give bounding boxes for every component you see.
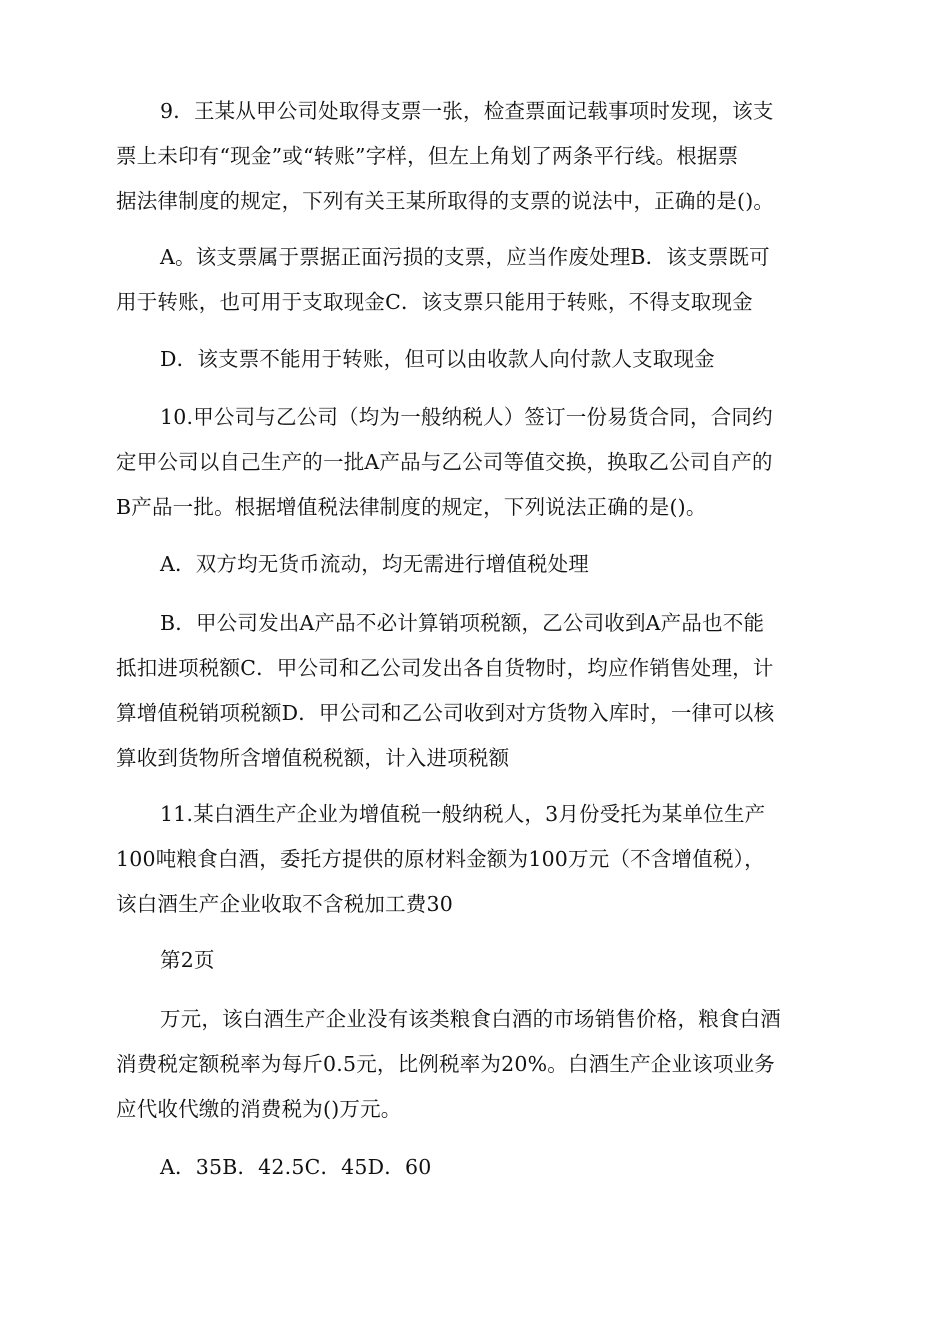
text-line: 该白酒生产企业收取不含税加工费30	[116, 892, 453, 916]
text-line: 票上未印有“现金”或“转账”字样，但左上角划了两条平行线。根据票	[116, 144, 739, 168]
text-line: B．甲公司发出A产品不必计算销项税额，乙公司收到A产品也不能	[160, 611, 765, 635]
text-line: 定甲公司以自己生产的一批A产品与乙公司等值交换，换取乙公司自产的	[116, 450, 773, 474]
text-line: 第2页	[160, 948, 215, 972]
text-line: 10.甲公司与乙公司（均为一般纳税人）签订一份易货合同，合同约	[160, 405, 773, 429]
text-line: D．该支票不能用于转账，但可以由收款人向付款人支取现金	[160, 347, 715, 371]
page-number	[116, 938, 836, 983]
question-10-options-bcd	[116, 601, 836, 781]
question-11-continued	[116, 997, 836, 1132]
question-10-stem	[116, 395, 836, 530]
question-9-options-ab	[116, 235, 836, 325]
text-line: 算收到货物所含增值税税额，计入进项税额	[116, 746, 510, 770]
question-11-options	[116, 1145, 836, 1190]
question-9-stem	[116, 89, 836, 224]
text-line: A。该支票属于票据正面污损的支票，应当作废处理B．该支票既可	[160, 245, 770, 269]
text-line: A．35B．42.5C．45D．60	[160, 1155, 432, 1179]
text-line: 应代收代缴的消费税为()万元。	[116, 1097, 402, 1121]
text-line: 9．王某从甲公司处取得支票一张，检查票面记载事项时发现，该支	[160, 99, 774, 123]
text-line: 据法律制度的规定，下列有关王某所取得的支票的说法中，正确的是()。	[116, 189, 775, 213]
text-line: 抵扣进项税额C．甲公司和乙公司发出各自货物时，均应作销售处理，计	[116, 656, 774, 680]
text-line: B产品一批。根据增值税法律制度的规定，下列说法正确的是()。	[116, 495, 707, 519]
text-line: 消费税定额税率为每斤0.5元，比例税率为20%。白酒生产企业该项业务	[116, 1052, 775, 1076]
text-line: 100吨粮食白酒，委托方提供的原材料金额为100万元（不含增值税），	[116, 847, 765, 871]
text-line: 用于转账，也可用于支取现金C．该支票只能用于转账，不得支取现金	[116, 290, 753, 314]
question-11-stem	[116, 792, 836, 927]
question-9-option-d	[116, 337, 836, 382]
text-line: A．双方均无货币流动，均无需进行增值税处理	[160, 552, 590, 576]
text-line: 11.某白酒生产企业为增值税一般纳税人，3月份受托为某单位生产	[160, 802, 766, 826]
text-line: 万元，该白酒生产企业没有该类粮食白酒的市场销售价格，粮食白酒	[160, 1007, 781, 1031]
text-line: 算增值税销项税额D．甲公司和乙公司收到对方货物入库时，一律可以核	[116, 701, 775, 725]
question-10-option-a	[116, 542, 836, 587]
